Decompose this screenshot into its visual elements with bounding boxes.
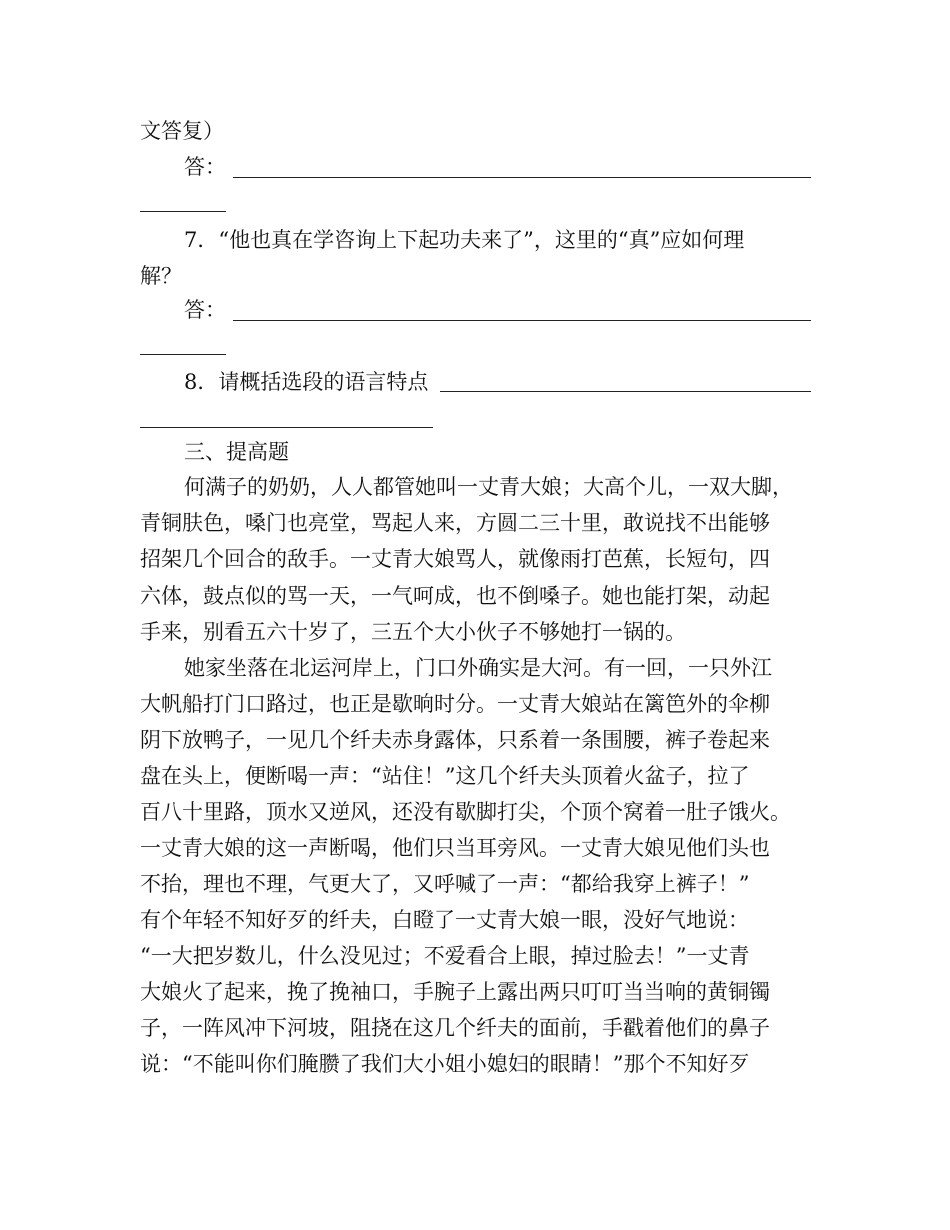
paragraph-2-line: 大娘火了起来，挽了挽袖口，手腕子上露出两只叮叮当当响的黄铜镯 bbox=[140, 980, 770, 1004]
paragraph-1-line: 六体，鼓点似的骂一天，一气呵成，也不倒嗓子。她也能打架，动起 bbox=[140, 584, 770, 608]
q7-question-line-1: 7．“他也真在学咨询上下起功夫来了”，这里的“真”应如何理 bbox=[184, 228, 745, 252]
paragraph-1-line: 青铜肤色，嗓门也亮堂，骂起人来，方圆二三十里，敢说找不出能够 bbox=[140, 511, 770, 535]
q8-question: 8．请概括选段的语言特点 bbox=[184, 370, 429, 394]
q6-answer-blank-line-1[interactable] bbox=[233, 177, 811, 178]
q6-answer-label: 答： bbox=[184, 155, 226, 179]
q8-answer-blank-line-2[interactable] bbox=[140, 427, 433, 428]
section-3-heading: 三、提高题 bbox=[184, 440, 289, 464]
q6-question-tail: 文答复） bbox=[140, 119, 224, 143]
paragraph-2-line: 她家坐落在北运河岸上，门口外确实是大河。有一回，一只外江 bbox=[184, 656, 772, 680]
q7-question-line-2: 解？ bbox=[140, 264, 182, 288]
paragraph-2-line: 不抬，理也不理，气更大了，又呼喊了一声：“都给我穿上裤子！” bbox=[140, 872, 750, 896]
paragraph-2-line: 一丈青大娘的这一声断喝，他们只当耳旁风。一丈青大娘见他们头也 bbox=[140, 836, 770, 860]
paragraph-2-line: 盘在头上，便断喝一声：“站住！”这几个纤夫头顶着火盆子，拉了 bbox=[140, 764, 750, 788]
paragraph-2-line: 说：“不能叫你们腌臜了我们大小姐小媳妇的眼睛！”那个不知好歹 bbox=[140, 1052, 750, 1076]
paragraph-2-line: 大帆船打门口路过，也正是歇晌时分。一丈青大娘站在篱笆外的伞柳 bbox=[140, 692, 770, 716]
q6-answer-blank-line-2[interactable] bbox=[140, 211, 226, 212]
q7-answer-blank-line-2[interactable] bbox=[140, 354, 226, 355]
paragraph-2-line: 子，一阵风冲下河坡，阻挠在这几个纤夫的面前，手戳着他们的鼻子 bbox=[140, 1016, 770, 1040]
q8-answer-blank-line-1[interactable] bbox=[440, 391, 811, 392]
paragraph-2-line: 阴下放鸭子，一见几个纤夫赤身露体，只系着一条围腰，裤子卷起来 bbox=[140, 728, 770, 752]
paragraph-1-line: 何满子的奶奶，人人都管她叫一丈青大娘；大高个儿，一双大脚， bbox=[184, 475, 793, 499]
q7-answer-label: 答： bbox=[184, 298, 226, 322]
paragraph-2-line: 有个年轻不知好歹的纤夫，白瞪了一丈青大娘一眼，没好气地说： bbox=[140, 908, 749, 932]
paragraph-1-line: 招架几个回合的敌手。一丈青大娘骂人，就像雨打芭蕉，长短句，四 bbox=[140, 547, 770, 571]
paragraph-2-line: “一大把岁数儿，什么没见过；不爱看合上眼，掉过脸去！”一丈青 bbox=[140, 944, 750, 968]
paragraph-1-line: 手来，别看五六十岁了，三五个大小伙子不够她打一锅的。 bbox=[140, 620, 686, 644]
q7-answer-blank-line-1[interactable] bbox=[233, 320, 811, 321]
paragraph-2-line: 百八十里路，顶水又逆风，还没有歇脚打尖，个顶个窝着一肚子饿火。 bbox=[140, 800, 791, 824]
